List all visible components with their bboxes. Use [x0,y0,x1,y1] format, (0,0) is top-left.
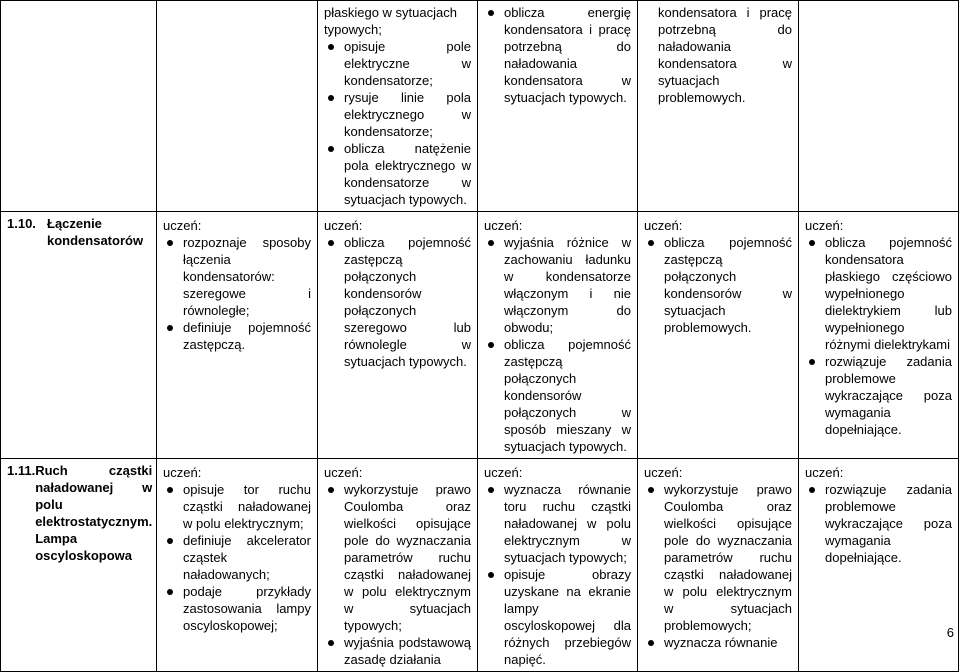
beyond-requirements-cell [799,1,959,212]
list-item: wykorzystuje prawo Coulomba oraz wielkości opisujące pole do wyznaczania parametrów ruchu cząstki naładowanej w polu elektrycznym w sytuacjach problemowych; [644,481,792,634]
list-item: definiuje pojemność zastępczą. [163,319,311,353]
extended-requirements-cell [318,459,478,672]
list-item: oblicza pojemność zastępczą połączonych kondensorów połączonych w sposób mieszany w sytuacjach typowych. [484,336,631,455]
list-item: płaskiego w sytuacjach typowych; [324,5,457,37]
student-label: uczeń: [484,465,523,480]
list-item: rozwiązuje zadania problemowe wykraczające poza wymagania dopełniające. [805,481,952,566]
extended-requirements-cell [318,212,478,459]
list-item: kondensatora i pracę potrzebną do naładowania kondensatora w sytuacjach problemowych. [658,5,792,105]
list-item: rozwiązuje zadania problemowe wykraczające poza wymagania dopełniające. [805,353,952,438]
list-item: oblicza energię kondensatora i pracę potrzebną do naładowania kondensatora w sytuacjach typowych. [484,4,631,106]
complementary-requirements-cell [638,1,799,212]
topic-cell [1,1,157,212]
beyond-requirements-cell [799,459,959,672]
table-row [1,459,959,672]
student-label: uczeń: [805,218,844,233]
page-number: 6 [946,625,954,640]
list-item: definiuje akcelerator cząstek naładowanych; [163,532,311,583]
extended-requirements-cell [318,1,478,212]
list-item: wyjaśnia różnice w zachowaniu ładunku w kondensatorze włączonym i nie włączonym do obwodu; [484,234,631,336]
student-label: uczeń: [163,465,202,480]
list-item: opisuje tor ruchu cząstki naładowanej w polu elektrycznym; [163,481,311,532]
list-item: podaje przykłady zastosowania lampy oscyloskopowej; [163,583,311,634]
list-item: opisuje obrazy uzyskane na ekranie lampy oscyloskopowej dla różnych przebiegów napięć. [484,566,631,668]
list-item: wyznacza równanie [644,634,792,651]
table-row [1,212,959,459]
list-item: oblicza natężenie pola elektrycznego w kondensatorze w sytuacjach typowych. [324,140,471,208]
list-item: wyznacza równanie toru ruchu cząstki naładowanej w polu elektrycznym w sytuacjach typowych; [484,481,631,566]
complementary-requirements-cell [638,459,799,672]
basic-requirements-cell [157,1,318,212]
list-item: rysuje linie pola elektrycznego w kondensatorze; [324,89,471,140]
list-item: wykorzystuje prawo Coulomba oraz wielkości opisujące pole do wyznaczania parametrów ruchu cząstki naładowanej w polu elektrycznym w sytuacjach typowych; [324,481,471,634]
student-label: uczeń: [644,465,683,480]
list-item: oblicza pojemność zastępczą połączonych kondensorów w sytuacjach problemowych. [644,234,792,336]
topic-code: 1.10. [7,216,36,231]
list-item: wyjaśnia podstawową zasadę działania [324,634,471,668]
topic-cell [1,212,157,459]
basic-requirements-cell [157,459,318,672]
topic-title: Ruch cząstki naładowanej w polu elektrostatycznym. Lampa oscyloskopowa [35,463,153,563]
student-label: uczeń: [163,218,202,233]
complementary-requirements-cell [638,212,799,459]
student-label: uczeń: [484,218,523,233]
beyond-requirements-cell [799,212,959,459]
topic-code: 1.11. [7,463,36,478]
list-item: rozpoznaje sposoby łączenia kondensatorów: szeregowe i równoległe; [163,234,311,319]
list-item: oblicza pojemność zastępczą połączonych kondensorów połączonych szeregowo lub równolegle w sytuacjach typowych. [324,234,471,370]
student-label: uczeń: [805,465,844,480]
advanced-requirements-cell [478,1,638,212]
advanced-requirements-cell [478,459,638,672]
table-row [1,1,959,212]
topic-title: Łączenie kondensatorów [47,216,144,248]
list-item: oblicza pojemność kondensatora płaskiego częściowo wypełnionego dielektrykiem lub wypełnionego różnymi dielektrykami [805,234,952,353]
basic-requirements-cell [157,212,318,459]
student-label: uczeń: [324,465,363,480]
advanced-requirements-cell [478,212,638,459]
student-label: uczeń: [644,218,683,233]
topic-cell [1,459,157,672]
list-item: opisuje pole elektryczne w kondensatorze; [324,38,471,89]
student-label: uczeń: [324,218,363,233]
